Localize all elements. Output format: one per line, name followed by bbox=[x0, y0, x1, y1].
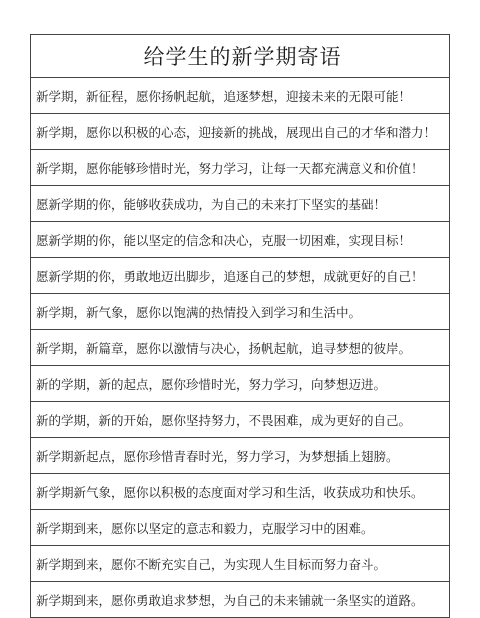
table-row bbox=[31, 78, 450, 114]
table-row bbox=[31, 186, 450, 222]
wish-text: 新学期，愿你以积极的心态，迎接新的挑战，展现出自己的才华和潜力！ bbox=[31, 114, 450, 150]
wishes-table bbox=[30, 34, 450, 618]
wish-text: 新的学期，新的起点，愿你珍惜时光，努力学习，向梦想迈进。 bbox=[31, 366, 450, 402]
wish-text: 新学期到来，愿你勇敢追求梦想，为自己的未来铺就一条坚实的道路。 bbox=[31, 582, 450, 618]
wish-text: 新学期新起点，愿你珍惜青春时光，努力学习，为梦想插上翅膀。 bbox=[31, 438, 450, 474]
table-row bbox=[31, 546, 450, 582]
wish-text: 新的学期，新的开始，愿你坚持努力，不畏困难，成为更好的自己。 bbox=[31, 402, 450, 438]
table-row bbox=[31, 222, 450, 258]
table-row bbox=[31, 366, 450, 402]
wish-text: 新学期到来，愿你以坚定的意志和毅力，克服学习中的困难。 bbox=[31, 510, 450, 546]
table-row bbox=[31, 294, 450, 330]
wish-text: 新学期，新篇章，愿你以激情与决心，扬帆起航，追寻梦想的彼岸。 bbox=[31, 330, 450, 366]
wish-text: 愿新学期的你，能以坚定的信念和决心，克服一切困难，实现目标！ bbox=[31, 222, 450, 258]
table-row bbox=[31, 258, 450, 294]
wish-text: 新学期到来，愿你不断充实自己，为实现人生目标而努力奋斗。 bbox=[31, 546, 450, 582]
table-row bbox=[31, 330, 450, 366]
table-row bbox=[31, 510, 450, 546]
table-row bbox=[31, 474, 450, 510]
wish-text: 新学期，愿你能够珍惜时光，努力学习，让每一天都充满意义和价值！ bbox=[31, 150, 450, 186]
table-row bbox=[31, 438, 450, 474]
document-page bbox=[30, 34, 450, 618]
table-row bbox=[31, 150, 450, 186]
title-row bbox=[31, 35, 450, 78]
wish-text: 新学期，新征程，愿你扬帆起航，追逐梦想，迎接未来的无限可能！ bbox=[31, 78, 450, 114]
table-row bbox=[31, 402, 450, 438]
wish-text: 愿新学期的你，能够收获成功，为自己的未来打下坚实的基础！ bbox=[31, 186, 450, 222]
table-row bbox=[31, 114, 450, 150]
table-row bbox=[31, 582, 450, 618]
wish-text: 新学期，新气象，愿你以饱满的热情投入到学习和生活中。 bbox=[31, 294, 450, 330]
wish-text: 愿新学期的你，勇敢地迈出脚步，追逐自己的梦想，成就更好的自己！ bbox=[31, 258, 450, 294]
document-title: 给学生的新学期寄语 bbox=[31, 35, 450, 78]
wish-text: 新学期新气象，愿你以积极的态度面对学习和生活，收获成功和快乐。 bbox=[31, 474, 450, 510]
